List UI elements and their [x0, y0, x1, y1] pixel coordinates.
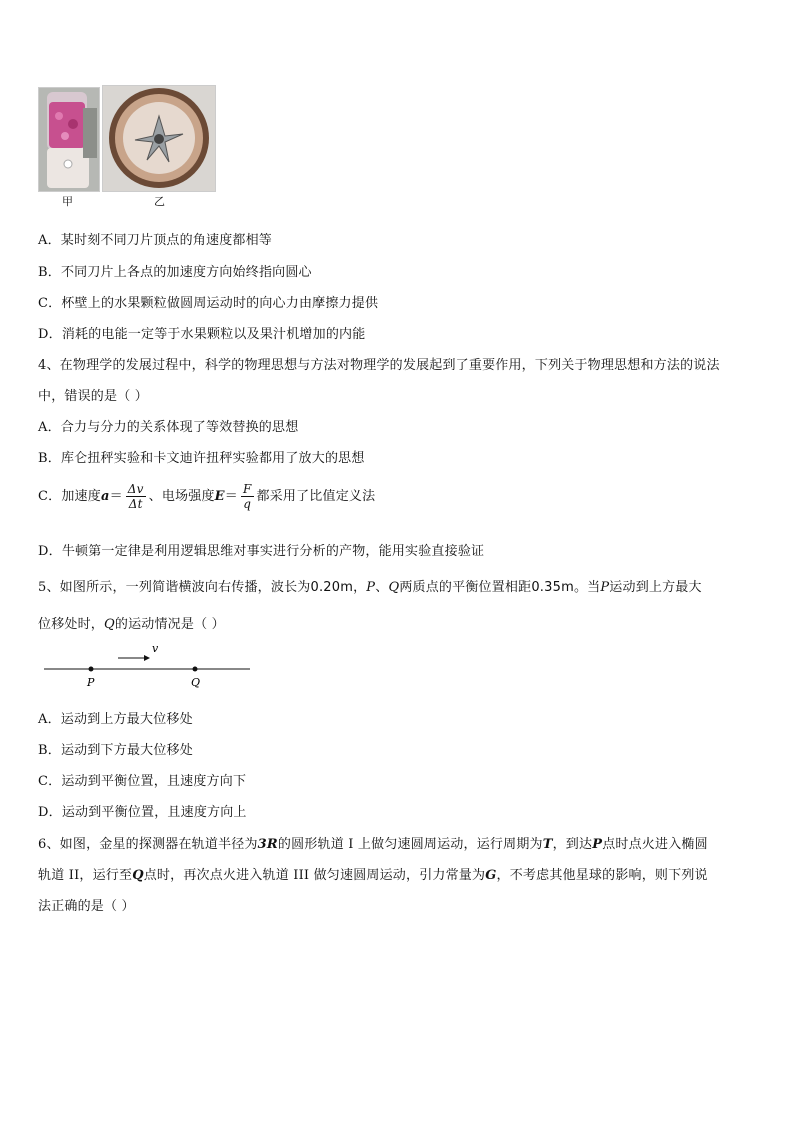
q5-stem-line1 — [38, 576, 702, 595]
q4-frac2-num: F — [242, 482, 252, 496]
q5-option-b: B．运动到下方最大位移处 — [38, 743, 193, 758]
q6-l1-c: ，到达 — [552, 837, 593, 852]
q6-stem-line2 — [38, 864, 708, 883]
q4-var-a: a — [100, 489, 110, 504]
q5-point-q — [193, 667, 198, 672]
q4-fraction-acceleration — [126, 482, 146, 511]
q4-eq2: ＝ — [224, 489, 238, 504]
q5-stem-part3: 两质点的平衡位置相距 — [399, 580, 532, 595]
figure-caption-jia: 甲 — [62, 195, 73, 208]
q4-eq1: ＝ — [109, 489, 123, 504]
q5-stem2-part2: 的运动情况是（ ） — [114, 617, 225, 632]
q3-option-a: A．某时刻不同刀片顶点的角速度都相等 — [38, 233, 272, 248]
q4-frac1-den: Δt — [128, 497, 143, 511]
q5-p-label: P — [366, 580, 376, 595]
q5-stem2-part1: 位移处时， — [38, 617, 105, 632]
q3-option-b: B．不同刀片上各点的加速度方向始终指向圆心 — [38, 265, 312, 280]
q4-option-d: D．牛顿第一定律是利用逻辑思维对事实进行分析的产物，能用实验直接验证 — [38, 544, 485, 559]
q3-option-d: D．消耗的电能一定等于水果颗粒以及果汁机增加的内能 — [38, 327, 366, 342]
q6-point-q: Q — [132, 868, 144, 883]
q5-option-c: C．运动到平衡位置，且速度方向下 — [38, 774, 247, 789]
q5-fig-q-label: Q — [191, 676, 201, 689]
q6-stem-line3: 法正确的是（ ） — [38, 899, 135, 914]
q6-l2-a: 轨道 II，运行至 — [38, 868, 133, 883]
q5-option-a: A．运动到上方最大位移处 — [38, 712, 193, 727]
q5-stem-part5: 运动到上方最大 — [609, 580, 702, 595]
q5-v-label: v — [152, 642, 159, 655]
juicer-photo-drawing — [39, 88, 99, 191]
q4-option-c-suffix: 都采用了比值定义法 — [256, 489, 376, 504]
q5-stem-part4: 。当 — [573, 580, 601, 595]
q6-period: T — [542, 837, 553, 852]
q5-stem-part1: 5、如图所示，一列简谐横波向右传播，波长为 — [38, 580, 311, 595]
q5-p-label-2: P — [600, 580, 610, 595]
q5-stem-line2 — [38, 613, 225, 632]
q4-frac1-num: Δv — [127, 482, 144, 496]
q6-point-p: P — [592, 837, 603, 852]
q4-stem-line2: 中，错误的是（ ） — [38, 389, 148, 404]
blade-photo — [102, 85, 216, 192]
q5-arrow-head — [144, 655, 150, 661]
q5-fig-p-label: P — [87, 676, 95, 689]
q6-l2-b: 点时，再次点火进入轨道 III 做匀速圆周运动，引力常量为 — [143, 868, 486, 883]
q5-wave-diagram — [44, 640, 254, 690]
q4-option-c — [38, 482, 375, 511]
q4-option-c-mid: 、电场强度 — [148, 489, 215, 504]
blade-photo-drawing — [103, 86, 215, 191]
q6-stem-line1 — [38, 833, 708, 852]
figure-caption-yi: 乙 — [154, 195, 165, 208]
q6-l1-a: 6、如图，金星的探测器在轨道半径为 — [38, 837, 258, 852]
q6-l1-d: 点时点火进入椭圆 — [602, 837, 708, 852]
q5-option-d: D．运动到平衡位置，且速度方向上 — [38, 805, 247, 820]
q5-distance: 0.35m — [531, 580, 574, 595]
q5-stem-part2: ， — [353, 580, 367, 595]
q5-q-label: Q — [388, 580, 400, 595]
q4-var-e: E — [214, 489, 225, 504]
q5-q-label-2: Q — [104, 617, 115, 632]
q6-gravity-const: G — [485, 868, 497, 883]
q4-fraction-field — [241, 482, 254, 511]
q6-l2-c: ，不考虑其他星球的影响，则下列说 — [496, 868, 708, 883]
q3-option-c: C．杯壁上的水果颗粒做圆周运动时的向心力由摩擦力提供 — [38, 296, 379, 311]
q4-option-c-prefix: C．加速度 — [38, 489, 101, 504]
q4-option-b: B．库仑扭秤实验和卡文迪许扭秤实验都用了放大的思想 — [38, 451, 365, 466]
q5-point-p — [89, 667, 94, 672]
juicer-photo — [38, 87, 100, 192]
q5-wavelength: 0.20m — [310, 580, 354, 595]
q4-option-a: A．合力与分力的关系体现了等效替换的思想 — [38, 420, 299, 435]
q4-stem-line1: 4、在物理学的发展过程中，科学的物理思想与方法对物理学的发展起到了重要作用，下列关于物理思想和方法的说法 — [38, 358, 720, 373]
q5-sep: 、 — [375, 580, 389, 595]
q6-l1-b: 的圆形轨道 I 上做匀速圆周运动，运行周期为 — [277, 837, 543, 852]
q6-radius: 3R — [257, 837, 278, 852]
q4-frac2-den: q — [243, 497, 252, 511]
